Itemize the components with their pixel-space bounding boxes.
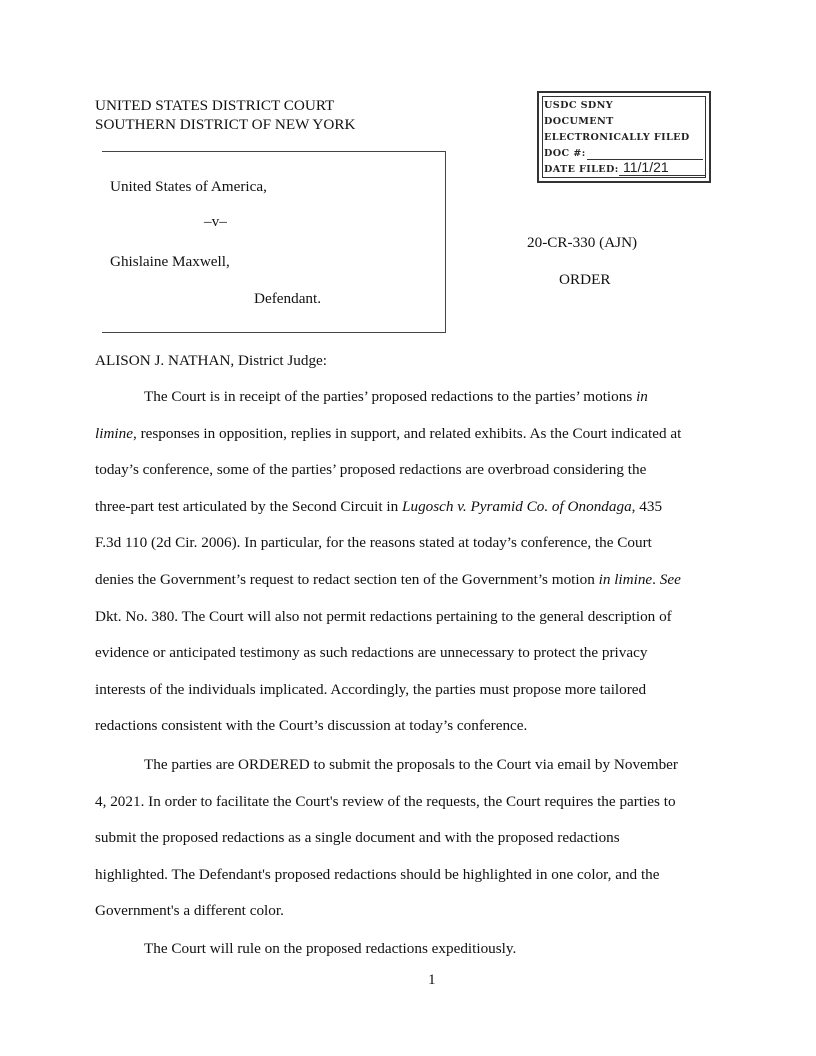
paragraph-line: three-part test articulated by the Second Circuit in Lugosch v. Pyramid Co. of Onondaga, 435	[95, 497, 663, 515]
plaintiff-name: United States of America,	[110, 178, 267, 195]
paragraph-line: highlighted. The Defendant's proposed redactions should be highlighted in one color, and the	[95, 865, 660, 883]
page-number: 1	[428, 971, 436, 988]
order-paragraph-2	[95, 747, 723, 930]
paragraph-line: denies the Government’s request to redact section ten of the Government’s motion in limine. See	[95, 570, 681, 588]
paragraph-line: limine, responses in opposition, replies in support, and related exhibits. As the Court indicated at	[95, 424, 682, 442]
paragraph-line: Dkt. No. 380. The Court will also not permit redactions pertaining to the general description of	[95, 607, 672, 625]
paragraph-line: The parties are ORDERED to submit the proposals to the Court via email by November	[144, 756, 678, 773]
paragraph-line: evidence or anticipated testimony as such redactions are unnecessary to protect the privacy	[95, 644, 648, 662]
judge-line: ALISON J. NATHAN, District Judge:	[95, 352, 328, 369]
paragraph-line: F.3d 110 (2d Cir. 2006). In particular, for the reasons stated at today’s conference, the Court	[95, 534, 652, 552]
versus-mark: –v–	[204, 213, 227, 230]
paragraph-line: 4, 2021. In order to facilitate the Court's review of the requests, the Court requires the parties to	[95, 792, 676, 810]
order-paragraph-3	[95, 931, 723, 968]
case-citation: Lugosch v. Pyramid Co. of Onondaga	[402, 497, 632, 515]
paragraph-line: redactions consistent with the Court’s discussion at today’s conference.	[95, 717, 528, 735]
paragraph-line: Government's a different color.	[95, 902, 284, 920]
filing-stamp	[537, 91, 711, 183]
case-number: 20-CR-330 (AJN)	[527, 234, 638, 251]
defendant-role: Defendant.	[254, 290, 322, 307]
paragraph-line: The Court is in receipt of the parties’ proposed redactions to the parties’ motions in	[144, 388, 648, 405]
defendant-name: Ghislaine Maxwell,	[110, 253, 230, 270]
paragraph-line: interests of the individuals implicated. Accordingly, the parties must propose more tailored	[95, 680, 647, 698]
paragraph-line: today’s conference, some of the parties’ proposed redactions are overbroad considering the	[95, 461, 647, 479]
stamp-court: USDC SDNY	[544, 100, 614, 111]
stamp-date-label: DATE FILED:	[544, 164, 619, 175]
stamp-doc-label: DOC #:	[544, 148, 586, 159]
stamp-electronically-filed: ELECTRONICALLY FILED	[544, 132, 690, 143]
document-type: ORDER	[559, 271, 611, 288]
court-district: SOUTHERN DISTRICT OF NEW YORK	[95, 116, 356, 133]
paragraph-line: submit the proposed redactions as a single document and with the proposed redactions	[95, 829, 620, 847]
paragraph-line: The Court will rule on the proposed redactions expeditiously.	[144, 940, 517, 957]
stamp-document: DOCUMENT	[544, 116, 614, 127]
court-name: UNITED STATES DISTRICT COURT	[95, 97, 335, 114]
order-paragraph-1	[95, 379, 723, 745]
stamp-date-value: 11/1/21	[623, 159, 669, 175]
